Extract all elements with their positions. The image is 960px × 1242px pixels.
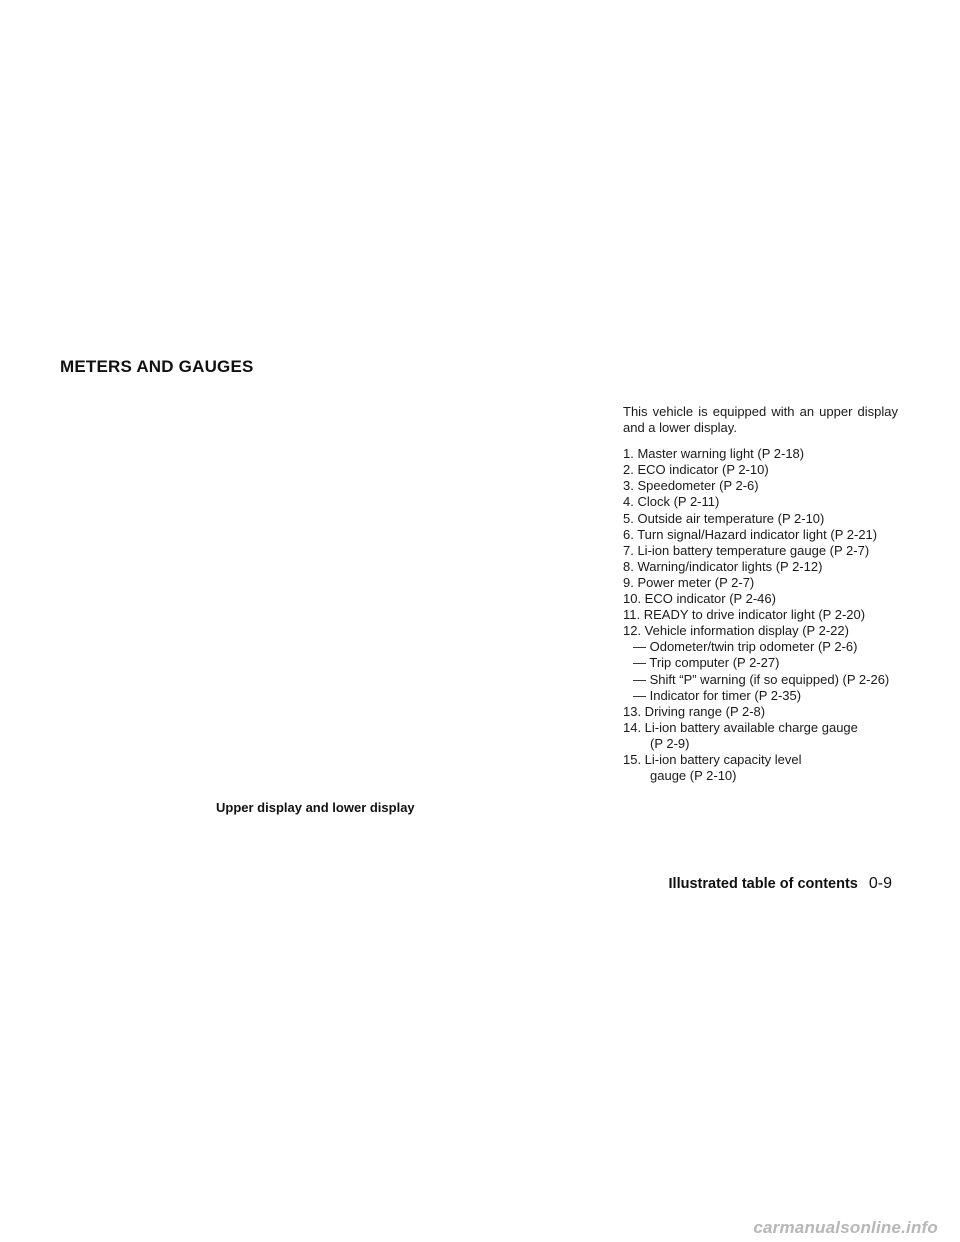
intro-paragraph: This vehicle is equipped with an upper display and a lower display. [623, 404, 898, 436]
list-subitem: — Indicator for timer (P 2-35) [633, 687, 802, 703]
list-item: 1. Master warning light (P 2-18) [623, 446, 805, 462]
list-item-continuation: gauge (P 2-10) [650, 768, 737, 784]
list-item: 8. Warning/indicator lights (P 2-12) [623, 558, 823, 574]
list-item: 9. Power meter (P 2-7) [623, 574, 755, 590]
list-item-continuation: (P 2-9) [650, 735, 690, 751]
list-item: 5. Outside air temperature (P 2-10) [623, 510, 825, 526]
list-subitem: — Shift “P” warning (if so equipped) (P 2-26) [633, 671, 890, 687]
list-item: 15. Li-ion battery capacity level [623, 751, 802, 767]
list-item: 7. Li-ion battery temperature gauge (P 2-7) [623, 542, 870, 558]
figure-caption: Upper display and lower display [216, 800, 415, 815]
list-item: 4. Clock (P 2-11) [623, 494, 720, 510]
list-item: 6. Turn signal/Hazard indicator light (P 2-21) [623, 526, 878, 542]
watermark-text: carmanualsonline.info [753, 1218, 938, 1237]
content-column [623, 404, 898, 784]
gauge-item-list [623, 446, 898, 784]
list-item: 3. Speedometer (P 2-6) [623, 478, 759, 494]
list-item: 13. Driving range (P 2-8) [623, 703, 766, 719]
list-subitem: — Trip computer (P 2-27) [633, 655, 780, 671]
footer-section-label: Illustrated table of contents [668, 876, 858, 892]
section-title: METERS AND GAUGES [60, 357, 254, 376]
list-item: 2. ECO indicator (P 2-10) [623, 462, 769, 478]
list-subitem: — Odometer/twin trip odometer (P 2-6) [633, 639, 858, 655]
list-item: 12. Vehicle information display (P 2-22) [623, 623, 849, 639]
list-item: 10. ECO indicator (P 2-46) [623, 591, 776, 607]
list-item: 14. Li-ion battery available charge gauge [623, 719, 858, 735]
list-item: 11. READY to drive indicator light (P 2-20) [623, 607, 866, 623]
page-number: 0-9 [868, 875, 892, 892]
page-footer [669, 875, 892, 893]
